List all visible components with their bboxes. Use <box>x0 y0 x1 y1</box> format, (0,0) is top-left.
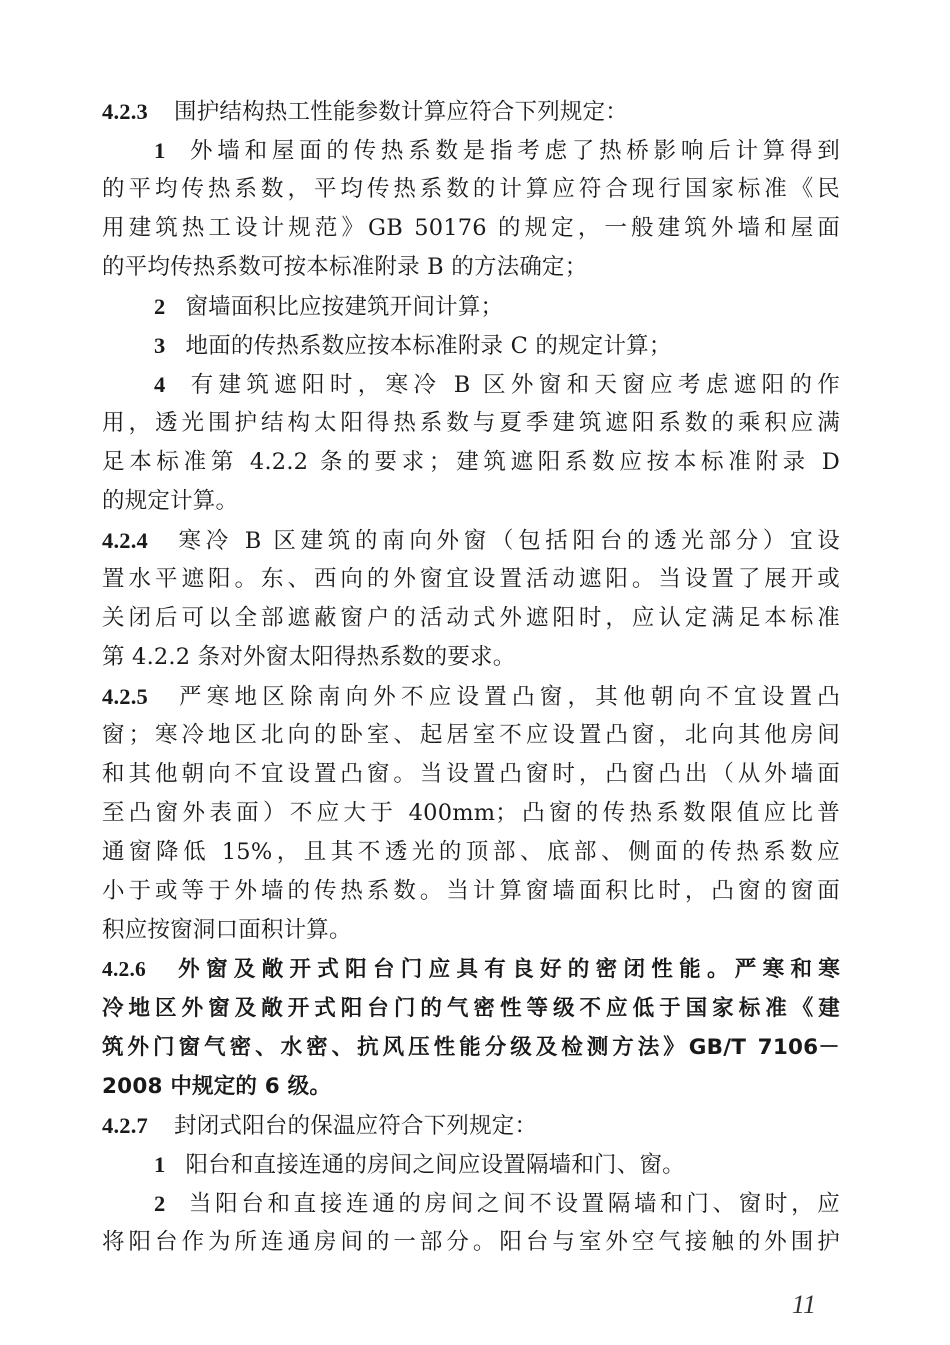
clause-4-2-5-line-6: 小于或等于外墙的传热系数。当计算窗墙面积比时，凸窗的窗面 <box>102 878 840 904</box>
clause-4-2-5-line-3: 和其他朝向不宜设置凸窗。当设置凸窗时，凸窗凸出（从外墙面 <box>102 761 840 787</box>
clause-4-2-7-item-1 <box>102 1145 840 1184</box>
item-number: 2 <box>154 1191 166 1216</box>
clause-number: 4.2.3 <box>102 99 148 124</box>
item-text: 阳台和直接连通的房间之间应设置隔墙和门、窗。 <box>185 1152 685 1178</box>
item-text: 当阳台和直接连通的房间之间不设置隔墙和门、窗时，应 <box>185 1191 840 1217</box>
clause-4-2-5-line-5: 通窗降低 15%，且其不透光的顶部、底部、侧面的传热系数应 <box>102 839 840 865</box>
item-number: 3 <box>154 333 166 358</box>
clause-4-2-6-line-1 <box>102 950 840 989</box>
clause-4-2-3-item-2 <box>102 287 840 326</box>
page-number: 11 <box>791 1290 816 1319</box>
clause-4-2-3-item-1-line-4: 的平均传热系数可按本标准附录 B 的方法确定； <box>102 254 588 280</box>
clause-4-2-4-line-2: 置水平遮阳。东、西向的外窗宜设置活动遮阳。当设置了展开或 <box>102 566 840 592</box>
item-number: 1 <box>154 138 166 163</box>
clause-number: 4.2.4 <box>102 528 148 553</box>
clause-number: 4.2.6 <box>102 957 146 981</box>
clause-text: 围护结构热工性能参数计算应符合下列规定： <box>174 99 629 125</box>
clause-4-2-7-heading <box>102 1106 840 1145</box>
clause-4-2-5-line-4: 至凸窗外表面）不应大于 400mm；凸窗的传热系数限值应比普 <box>102 800 840 826</box>
clause-text: 封闭式阳台的保温应符合下列规定： <box>174 1113 538 1139</box>
clause-4-2-7-item-2-line-2: 将阳台作为所连通房间的一部分。阳台与室外空气接触的外围护 <box>102 1229 840 1255</box>
clause-number: 4.2.7 <box>102 1113 148 1138</box>
clause-4-2-5-line-1 <box>102 677 840 716</box>
clause-4-2-3-item-4-line-2: 用，透光围护结构太阳得热系数与夏季建筑遮阳系数的乘积应满 <box>102 410 840 436</box>
clause-4-2-6-line-4: 2008 中规定的 6 级。 <box>102 1074 332 1099</box>
clause-text: 严寒地区除南向外不应设置凸窗，其他朝向不宜设置凸 <box>174 684 840 710</box>
clause-text: 外窗及敞开式阳台门应具有良好的密闭性能。严寒和寒 <box>172 957 840 982</box>
item-number: 2 <box>154 294 166 319</box>
item-text: 窗墙面积比应按建筑开间计算； <box>185 294 504 320</box>
clause-4-2-5-line-7: 积应按窗洞口面积计算。 <box>102 917 352 943</box>
clause-4-2-3-item-1-line-3: 用建筑热工设计规范》GB 50176 的规定，一般建筑外墙和屋面 <box>102 215 840 241</box>
item-text: 外墙和屋面的传热系数是指考虑了热桥影响后计算得到 <box>185 138 840 164</box>
clause-4-2-3-item-4-line-3: 足本标准第 4.2.2 条的要求；建筑遮阳系数应按本标准附录 D <box>102 449 840 475</box>
clause-4-2-7-item-2-line-1 <box>102 1184 840 1223</box>
clause-4-2-5-line-2: 窗；寒冷地区北向的卧室、起居室不应设置凸窗，北向其他房间 <box>102 722 840 748</box>
clause-4-2-3-heading <box>102 92 840 131</box>
clause-text: 寒冷 B 区建筑的南向外窗（包括阳台的透光部分）宜设 <box>174 528 840 554</box>
clause-4-2-4-line-3: 关闭后可以全部遮蔽窗户的活动式外遮阳时，应认定满足本标准 <box>102 605 840 631</box>
item-number: 1 <box>154 1152 166 1177</box>
clause-4-2-4-line-4: 第 4.2.2 条对外窗太阳得热系数的要求。 <box>102 644 516 670</box>
item-text: 有建筑遮阳时，寒冷 B 区外窗和天窗应考虑遮阳的作 <box>185 372 840 398</box>
body-text <box>102 92 840 1262</box>
clause-4-2-6-line-3: 筑外门窗气密、水密、抗风压性能分级及检测方法》GB/T 7106－ <box>102 1035 840 1060</box>
clause-4-2-6-line-2: 冷地区外窗及敞开式阳台门的气密性等级不应低于国家标准《建 <box>102 996 840 1021</box>
clause-4-2-3-item-1-line-1 <box>102 131 840 170</box>
clause-4-2-4-line-1 <box>102 521 840 560</box>
item-number: 4 <box>154 372 166 397</box>
clause-number: 4.2.5 <box>102 684 148 709</box>
item-text: 地面的传热系数应按本标准附录 C 的规定计算； <box>185 333 672 359</box>
clause-4-2-3-item-3 <box>102 326 840 365</box>
clause-4-2-3-item-4-line-1 <box>102 365 840 404</box>
clause-4-2-3-item-1-line-2: 的平均传热系数，平均传热系数的计算应符合现行国家标准《民 <box>102 176 840 202</box>
clause-4-2-3-item-4-line-4: 的规定计算。 <box>102 488 239 514</box>
